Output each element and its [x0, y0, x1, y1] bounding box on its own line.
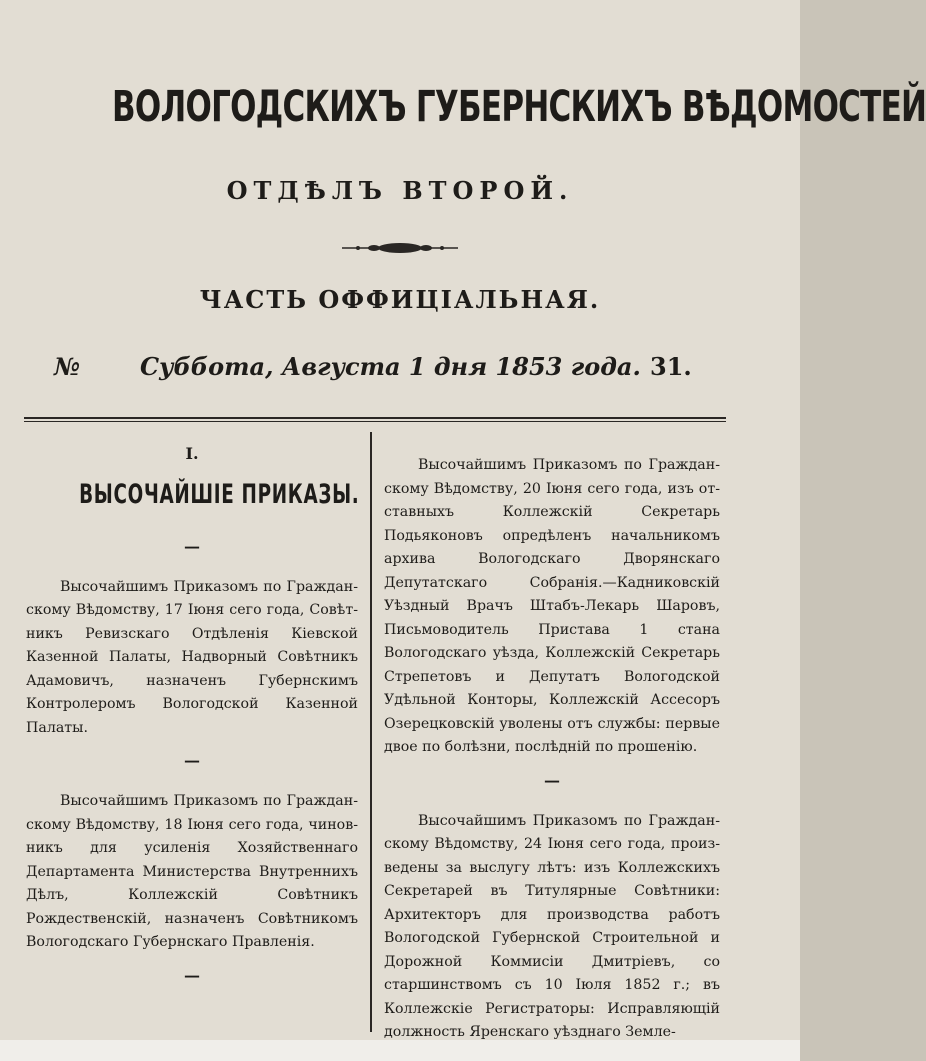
issue-number: 31.: [650, 352, 692, 381]
order-paragraph: Высочайшимъ Приказомъ по Гражданскому Вѣдомству, 24 Іюня сего года, произведены за выслугу лѣтъ: изъ Коллежскихъ Секретарей въ Титулярные Совѣтники: Архитекторъ для производства работъ Вологодской Губернской Строительной и Дорожной Коммисіи Дмитріевъ, со старшинствомъ съ 10 Іюля 1852 г.; въ Коллежскіе Регистраторы: Исправляющій должность Яренскаго уѣзднаго Земле-: [384, 812, 720, 1040]
separator-dash: —: [544, 770, 560, 790]
separator-dash: —: [184, 965, 200, 985]
scan-edge: [0, 1040, 800, 1061]
order-paragraph: Высочайшимъ Приказомъ по Гражданскому Вѣдомству, 18 Іюня сего года, чиновникъ для усиленія Хозяйственнаго Департамента Министерства Внутреннихъ Дѣлъ, Коллежскій Совѣтникъ Рождественскій, назначенъ Совѣтникомъ Вологодскаго Губернскаго Правленія.: [26, 793, 358, 950]
orders-heading: ВЫСОЧАЙШІЕ ПРИКАЗЫ.: [79, 478, 360, 510]
left-column: [26, 442, 358, 1005]
issue-date: Суббота, Августа 1 дня 1853 года.: [140, 352, 641, 381]
header-rule: [24, 417, 726, 422]
order-paragraph: Высочайшимъ Приказомъ по Гражданскому Вѣдомству, 17 Іюня сего года, Совѣтникъ Ревизскаго Отдѣленія Кіевской Казенной Палаты, Надворный Совѣтникъ Адамовичъ, назначенъ Губернскимъ Контролеромъ Вологодской Казенной Палаты.: [26, 578, 358, 736]
number-sign: №: [54, 352, 81, 381]
masthead-title: ВОЛОГОДСКИХЪ ГУБЕРНСКИХЪ ВѢДОМОСТЕЙ: [112, 82, 926, 132]
column-divider: [370, 432, 372, 1032]
right-column: [384, 454, 720, 1045]
dateline: [54, 352, 714, 386]
separator-dash: —: [184, 751, 200, 770]
section-number: I.: [185, 444, 199, 463]
ornament-divider: [340, 240, 460, 256]
separator-dash: —: [184, 536, 200, 556]
section-title: ОТДѢЛЪ ВТОРОЙ.: [226, 176, 574, 205]
part-title: ЧАСТЬ ОФФИЦІАЛЬНАЯ.: [199, 285, 601, 314]
order-paragraph: Высочайшимъ Приказомъ по Гражданскому Вѣдомству, 20 Іюня сего года, изъ отставныхъ Коллежскій Секретарь Подьяконовъ опредѣленъ начальникомъ архива Вологодскаго Дворянскаго Депутатскаго Собранія.—Кадниковскій Уѣздный Врачъ Штабъ-Лекарь Шаровъ, Письмоводитель Пристава 1 стана Вологодскаго уѣзда, Коллежскій Секретарь Стрепетовъ и Депутатъ Вологодской Удѣльной Конторы, Коллежскій Ассесоръ Озерецковскій уволены отъ службы: первые двое по болѣзни, послѣдній по прошенію.: [384, 457, 720, 755]
